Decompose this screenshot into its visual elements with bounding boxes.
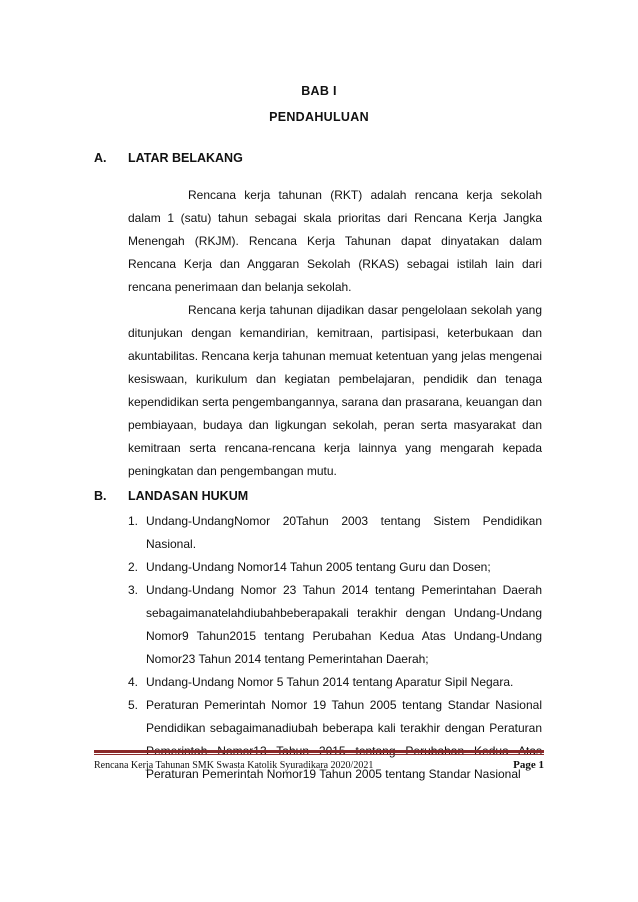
section-b-letter: B.: [94, 489, 107, 503]
list-item: 3. Undang-Undang Nomor 23 Tahun 2014 tentang Pemerintahan Daerah sebagaimanatelahdiubahbeberapakali terakhir dengan Undang-Undang Nomor9 Tahun2015 tentang Perubahan Kedua Atas Undang-Undang Nomor23 Tahun 2014 tentang Pemerintahan Daerah;: [128, 583, 542, 666]
paragraph-1-text: Rencana kerja tahunan (RKT) adalah rencana kerja sekolah dalam 1 (satu) tahun sebagai skala prioritas dari Rencana Kerja Jangka Menengah (RKJM). Rencana Kerja Tahunan dapat dinyatakan dalam Rencana Kerja dan Anggaran Sekolah (RKAS) sebagai istilah lain dari rencana penerimaan dan belanja sekolah.: [128, 188, 542, 294]
section-a-title: LATAR BELAKANG: [128, 151, 243, 165]
section-a-paragraph-2: [128, 299, 542, 483]
footer-document-title: Rencana Kerja Tahunan SMK Swasta Katolik Syuradikara 2020/2021: [94, 760, 374, 771]
section-a-paragraph-1: [128, 184, 542, 299]
chapter-title: BAB I: [301, 84, 337, 98]
footer-rule-thin: [94, 754, 544, 755]
section-b-title: LANDASAN HUKUM: [128, 489, 249, 503]
section-a-heading: [94, 151, 243, 165]
section-a-letter: A.: [94, 151, 107, 165]
legal-basis-list: [128, 510, 542, 786]
section-b-heading: [94, 489, 248, 503]
footer-page-number: Page 1: [513, 759, 544, 771]
chapter-subtitle: PENDAHULUAN: [269, 110, 369, 124]
list-item: 2. Undang-Undang Nomor14 Tahun 2005 tentang Guru dan Dosen;: [128, 560, 491, 574]
paragraph-2-text: Rencana kerja tahunan dijadikan dasar pengelolaan sekolah yang ditunjukan dengan kemandirian, kemitraan, partisipasi, keterbukaan dan akuntabilitas. Rencana kerja tahunan memuat ketentuan yang jelas mengenai kesiswaan, kurikulum dan kegiatan pembelajaran, pendidik dan tenaga kependidikan serta pengembangannya, sarana dan prasarana, keuangan dan pembiayaan, budaya dan ligkungan sekolah, peran serta masyarakat dan kemitraan serta rencana-rencana kerja lainnya yang mengarah kepada peningkatan dan pengembangan mutu.: [128, 303, 542, 478]
list-item: 1. Undang-UndangNomor 20Tahun 2003 tentang Sistem Pendidikan Nasional.: [128, 514, 542, 551]
footer-rule: [94, 750, 544, 753]
list-item: 4. Undang-Undang Nomor 5 Tahun 2014 tentang Aparatur Sipil Negara.: [128, 675, 514, 689]
list-item: 5. Peraturan Pemerintah Nomor 19 Tahun 2005 tentang Standar Nasional Pendidikan sebagaimanadiubah beberapa kali terakhir dengan Peraturan Peraturan Pemerintah Nomor19 Tahun 2005 tentang Standar Nasional: [128, 698, 542, 781]
